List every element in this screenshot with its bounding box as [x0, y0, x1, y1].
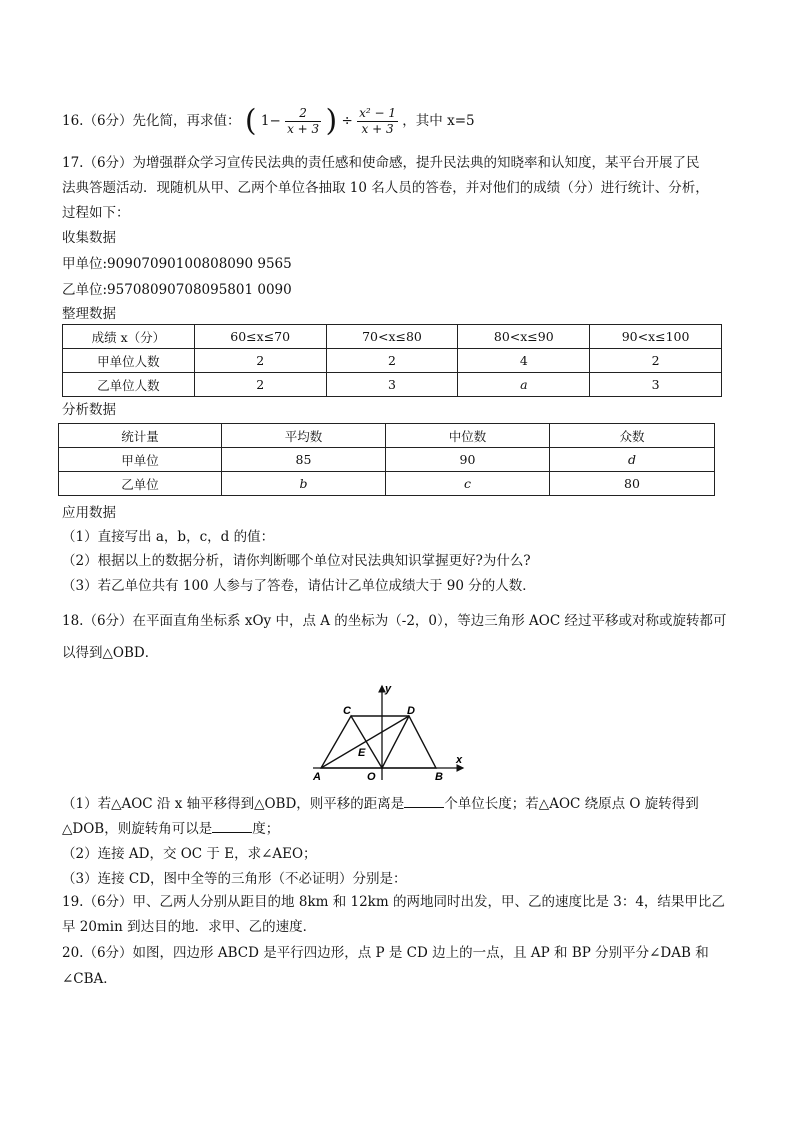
q17-line1: 17.（6分）为增强群众学习宣传民法典的责任感和使命感，提升民法典的知晓率和认知度，某平台开展了民 [62, 155, 700, 171]
label-y: y [385, 683, 392, 695]
q18-sub1-b: 个单位长度；若△AOC 绕原点 O 旋转得到 [444, 796, 699, 812]
fraction-2-denominator: x + 3 [361, 122, 394, 136]
q17-sub1: （1）直接写出 a，b，c，d 的值： [62, 529, 275, 545]
table-cell: c [386, 472, 550, 496]
table-cell: 2 [194, 373, 326, 397]
triangle-aoc [321, 716, 382, 768]
table-cell: d [550, 448, 715, 472]
table-cell: 4 [458, 349, 590, 373]
q16-one: 1− [260, 113, 281, 129]
table-header: 众数 [550, 424, 715, 448]
label-b: B [435, 771, 443, 783]
table-row [63, 373, 722, 397]
q16-prefix: 16.（6分）先化简，再求值： [62, 113, 241, 129]
table-cell: 90 [386, 448, 550, 472]
table-cell: 3 [326, 373, 458, 397]
label-e: E [358, 747, 366, 759]
table-row [59, 424, 715, 448]
label-x: x [456, 754, 463, 766]
q16-suffix: ，其中 x=5 [402, 113, 475, 129]
table-cell: 甲单位人数 [63, 349, 195, 373]
table-header: 中位数 [386, 424, 550, 448]
q18-sub1-c: △DOB，则旋转角可以是 [62, 821, 213, 837]
q20-line2: ∠CBA． [62, 971, 117, 987]
table-row [63, 349, 722, 373]
fraction-1-numerator: 2 [285, 106, 321, 122]
table-row [59, 448, 715, 472]
table-cell: 甲单位 [59, 448, 222, 472]
label-d: D [407, 705, 415, 717]
answer-blank [404, 795, 444, 808]
table-cell: 85 [222, 448, 386, 472]
q18-sub1-d: 度； [252, 821, 280, 837]
q18-sub2: （2）连接 AD，交 OC 于 E，求∠AEO； [62, 846, 317, 862]
statistics-table [58, 423, 715, 496]
q17-line3: 过程如下： [62, 205, 130, 221]
table-cell: b [222, 472, 386, 496]
table-cell: 乙单位 [59, 472, 222, 496]
q17-sub3: （3）若乙单位共有 100 人参与了答卷，请估计乙单位成绩大于 90 分的人数． [62, 578, 536, 594]
table-header: 80<x≤90 [458, 325, 590, 349]
q20-line1: 20.（6分）如图，四边形 ABCD 是平行四边形，点 P 是 CD 边上的一点，且 AP 和 BP 分别平分∠DAB 和 [62, 945, 709, 961]
table-row [63, 325, 722, 349]
fraction-1-denominator: x + 3 [287, 122, 320, 136]
q19-line1: 19.（6分）甲、乙两人分别从距目的地 8km 和 12km 的两地同时出发，甲、乙的速度比是 3：4，结果甲比乙 [62, 894, 725, 910]
table-header: 统计量 [59, 424, 222, 448]
table-header: 平均数 [222, 424, 386, 448]
fraction-1 [285, 106, 321, 137]
table-header: 70<x≤80 [326, 325, 458, 349]
table-cell: 乙单位人数 [63, 373, 195, 397]
q19-line2: 早 20min 到达目的地．求甲、乙的速度． [62, 919, 317, 935]
table-cell: 80 [550, 472, 715, 496]
apply-title: 应用数据 [62, 505, 116, 521]
table-header: 成绩 x（分） [63, 325, 195, 349]
answer-blank [212, 820, 252, 833]
table-cell: 2 [326, 349, 458, 373]
label-a: A [313, 771, 321, 783]
triangle-obd [382, 716, 436, 768]
right-paren: ) [325, 103, 338, 139]
q18-sub1-a: （1）若△AOC 沿 x 轴平移得到△OBD，则平移的距离是 [62, 796, 405, 812]
collect-a: 甲单位:90907090100808090 9565 [62, 256, 292, 272]
frequency-table [62, 324, 722, 397]
table-cell: 2 [590, 349, 722, 373]
fraction-2-numerator: x² − 1 [359, 106, 396, 120]
label-c: C [343, 705, 351, 717]
table-row [59, 472, 715, 496]
table-cell: 2 [194, 349, 326, 373]
q18-sub3: （3）连接 CD，图中全等的三角形（不必证明）分别是： [62, 871, 407, 887]
table-cell: a [458, 373, 590, 397]
q17-line2: 法典答题活动．现随机从甲、乙两个单位各抽取 10 名人员的答卷，并对他们的成绩（分）进行统计、分析， [62, 180, 709, 196]
table-cell: 3 [590, 373, 722, 397]
table-header: 60≤x≤70 [194, 325, 326, 349]
analyze-title: 分析数据 [62, 402, 116, 418]
fraction-2 [357, 106, 398, 137]
q18-sub1-line2 [62, 819, 279, 839]
triangle-figure [305, 680, 475, 784]
q16-line [62, 103, 475, 139]
collect-b: 乙单位:95708090708095801 0090 [62, 282, 292, 298]
q17-sub2: （2）根据以上的数据分析，请你判断哪个单位对民法典知识掌握更好?为什么? [62, 553, 531, 569]
q18-line1: 18.（6分）在平面直角坐标系 xOy 中，点 A 的坐标为（-2，0），等边三角形 AOC 经过平移或对称或旋转都可 [62, 613, 727, 629]
collect-title: 收集数据 [62, 230, 116, 246]
q18-sub1-line1 [62, 794, 699, 814]
left-paren: ( [244, 103, 257, 139]
q16-divide: ÷ [341, 113, 353, 129]
organize-title: 整理数据 [62, 306, 116, 322]
q18-line2: 以得到△OBD． [62, 645, 159, 661]
table-header: 90<x≤100 [590, 325, 722, 349]
label-o: O [367, 771, 376, 783]
